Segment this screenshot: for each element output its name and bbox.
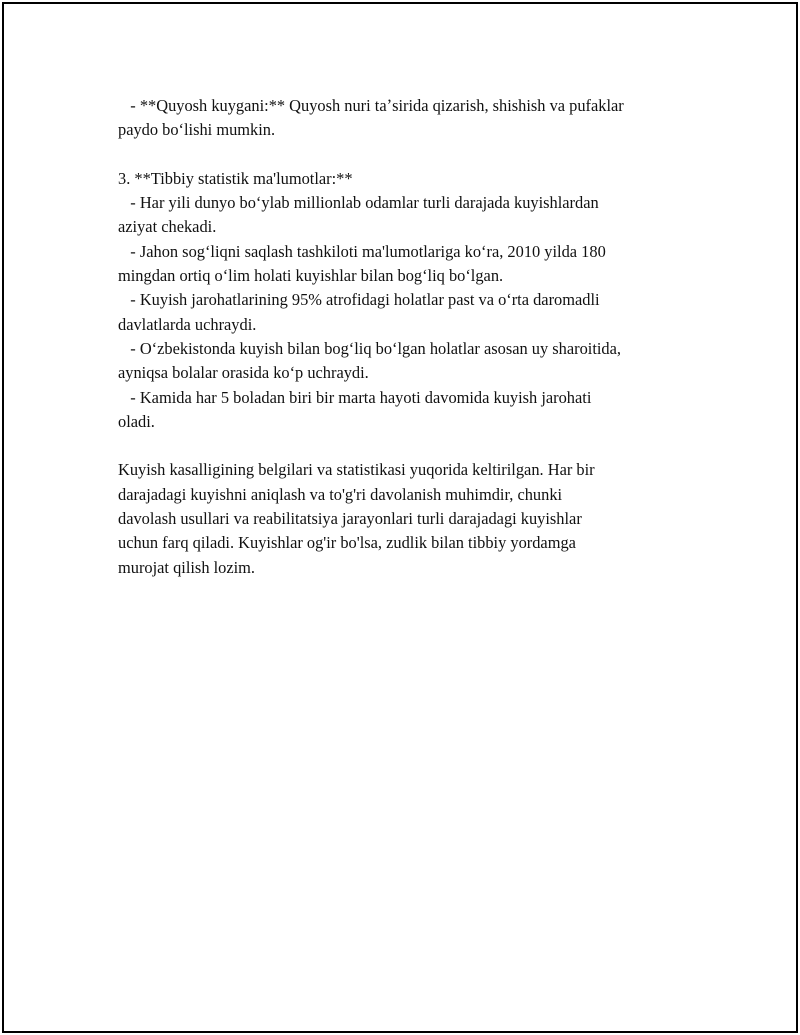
text-line: paydo boʻlishi mumkin. [118,120,276,140]
text-line: - **Quyosh kuygani:** Quyosh nuri taʼsirida qizarish, shishish va pufaklar [118,96,624,115]
text-line: uchun farq qiladi. Kuyishlar og'ir bo'lsa, zudlik bilan tibbiy yordamga [118,533,576,553]
text-line: davolash usullari va reabilitatsiya jarayonlari turli darajadagi kuyishlar [118,509,582,529]
list-item [118,288,718,337]
statistics-section [118,167,718,434]
section-heading: 3. **Tibbiy statistik ma'lumotlar:** [118,168,353,188]
conclusion-paragraph [118,458,718,579]
text-line: - Kamida har 5 boladan biri bir marta hayoti davomida kuyish jarohati [118,387,592,407]
sunburn-item [118,94,718,143]
list-item [118,191,718,240]
document-body [118,94,718,580]
text-line: ayniqsa bolalar orasida koʻp uchraydi. [118,363,369,383]
text-line: - Har yili dunyo boʻylab millionlab odamlar turli darajada kuyishlardan [118,193,599,213]
text-line: aziyat chekadi. [118,217,217,237]
text-line: - Kuyish jarohatlarining 95% atrofidagi holatlar past va oʻrta daromadli [118,290,600,310]
paragraph-gap [118,434,718,458]
text-line: oladi. [118,411,155,431]
text-line: darajadagi kuyishni aniqlash va to'g'ri davolanish muhimdir, chunki [118,484,563,504]
list-item [118,386,718,435]
paragraph-gap [118,143,718,167]
text-line: - Oʻzbekistonda kuyish bilan bogʻliq boʻlgan holatlar asosan uy sharoitida, [118,338,621,358]
text-line: - Jahon sogʻliqni saqlash tashkiloti ma'lumotlariga koʻra, 2010 yilda 180 [118,241,606,261]
text-line: Kuyish kasalligining belgilari va statistikasi yuqorida keltirilgan. Har bir [118,460,595,480]
text-line: davlatlarda uchraydi. [118,314,257,334]
list-item [118,337,718,386]
text-line: murojat qilish lozim. [118,557,256,577]
list-item [118,240,718,289]
text-line: mingdan ortiq oʻlim holati kuyishlar bilan bogʻliq boʻlgan. [118,266,504,286]
